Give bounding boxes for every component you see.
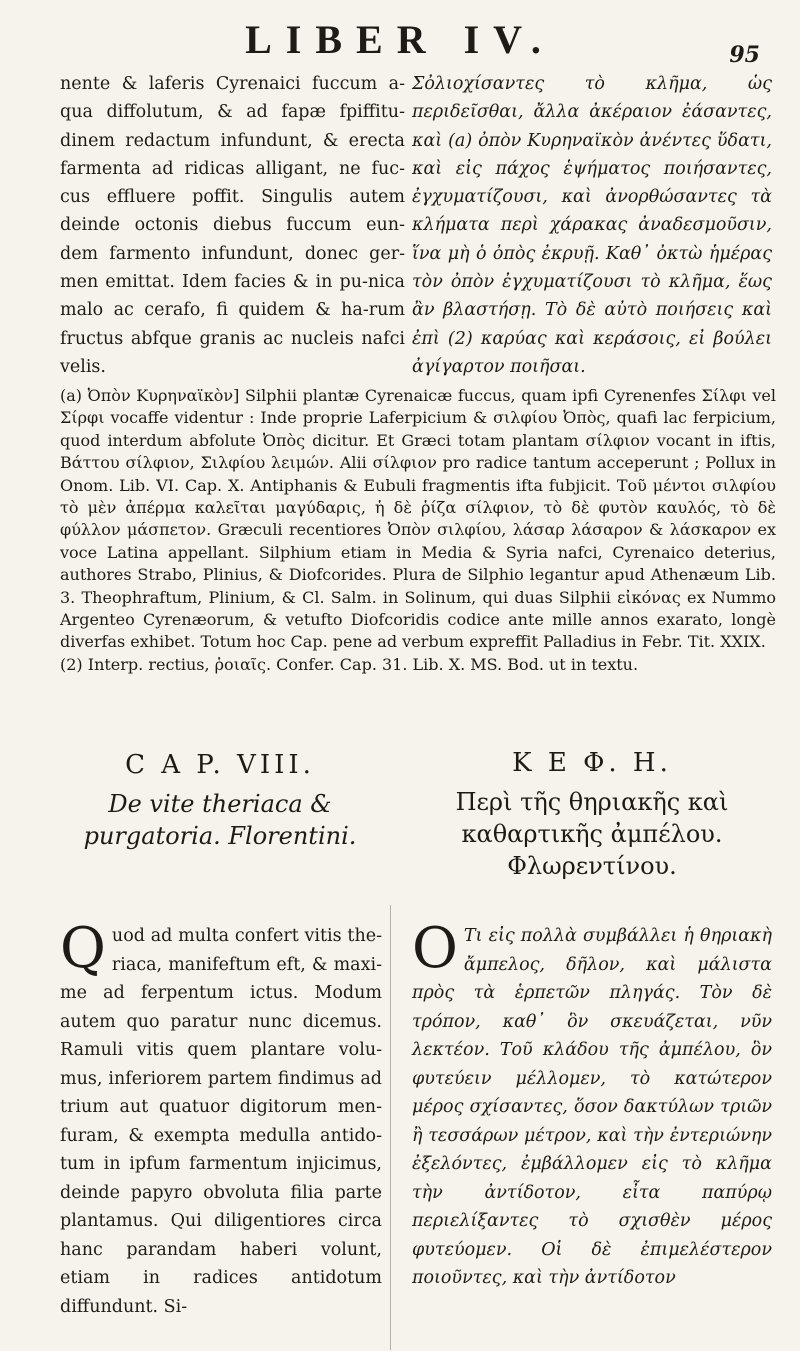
latin-chapter-text (60, 916, 382, 1321)
greek-chapter-title: Περὶ τῆς θηριακῆς καὶ καθαρτικῆς ἀμπέλου. Φλωρεντίνου. (455, 788, 729, 880)
greek-chapter-text (412, 916, 772, 1293)
latin-body-text: uod ad multa confert vitis the-riaca, manifeftum eft, & maxi-me ad ferpentum ictus. Modum autem quo paratur nunc dicemus. Ramuli vitis quem plantare volu-mus, inferiorem partem findimus ad trium aut quatuor digitorum men-furam, & exempta medulla antido-tum in ipfum farmentum injicimus, deinde papyro obvoluta filia parte plantamus. Qui diligentiores circa hanc parandam haberi volunt, etiam in radices antidotum diffundunt. Si- (60, 926, 382, 1317)
page-number: 95 (729, 42, 760, 68)
greek-body-text: Τι εἰς πολλὰ συμβάλλει ἡ θηριακὴ ἄμπελος, δῆλον, καὶ μάλιστα πρὸς τὰ ἑρπετῶν πληγάς. Τὸν δὲ τρόπον, καθ᾽ ὃν σκευάζεται, νῦν λεκτέον. Τοῦ κλάδου τῆς ἀμπέλου, ὃν φυτεύειν μέλλομεν, τὸ κατώτερον μέρος σχίσαντες, ὅσον δακτύλων τριῶν ἢ τεσσάρων μέτρον, καὶ τὴν ἐντεριώνην ἐξελόντες, ἐμβάλλομεν εἰς τὸ κλῆμα τὴν ἀντίδοτον, εἶτα παπύρῳ περιελίξαντες τὸ σχισθὲν μέρος φυτεύομεν. Οἱ δὲ ἐπιμελέστερον ποιοῦντες, καὶ τὴν ἀντίδοτον (412, 926, 772, 1288)
greek-chapter-number: Κ Ε Φ. Η. (512, 748, 672, 778)
greek-paragraph: Σὀλιοχίσαντες τὸ κλῆμα, ὡς περιδεῖσθαι, ἄλλα ἀκέραιον ἐάσαντες, καὶ (a) ὀπὸν Κυρηναϊκὸν ἀνέντες ὕδατι, καὶ εἰς πάχος ἑψήματος ποιήσαντες, ἐγχυματίζουσι, καὶ ἀνορθώσαντες τὰ κλήματα περὶ χάρακας ἀναδεσμοῦσιν, ἵνα μὴ ὁ ὀπὸς ἐκρυῇ. Καθ᾽ ὀκτὼ ἡμέρας τὸν ὀπὸν ἐγχυματίζουσι τὸ κλῆμα, ἕως ἂν βλαστήσῃ. Τὸ δὲ αὐτὸ ποιήσεις καὶ ἐπὶ (2) καρύας καὶ κεράσοις, εἰ βούλει ἀγίγαρτον ποιῆσαι. (412, 74, 772, 377)
footnotes (60, 385, 776, 676)
latin-column-top (60, 70, 405, 381)
footnote-a: (a) Ὀπὸν Κυρηναϊκὸν] Silphii plantæ Cyrenaicæ fuccus, quam ipfi Cyrenenfes Σίλφι vel Σίρφι vocaffe videntur : Inde proprie Laferpicium & σιλφίου Ὀπὸς, quafi lac ferpicium, quod interdum abfolute Ὀπὸς dicitur. Et Græci totam plantam σίλφιον vocant in iftis, Βάττου σίλφιον, Σιλφίου λειμών. Alii σίλφιον pro radice tantum acceperunt ; Pollux in Onom. Lib. VI. Cap. X. Antiphanis & Eubuli fragmentis ifta fubjicit. Τοῦ μέντοι σιλφίου τὸ μὲν ἀπέρμα καλεῖται μαγύδαρις, ἡ δὲ ῥίζα σίλφιον, τὸ δὲ φυτὸν καυλός, τὸ δὲ φύλλον μάσπετον. Græculi recentiores Ὀπὸν σιλφίου, λάσαρ λάσαρον & λάσκαρον ex voce Latina appellant. Silphium etiam in Media & Syria nafci, Cyrenaico deterius, authores Strabo, Plinius, & Diofcorides. Plura de Silphio legantur apud Athenæum Lib. 3. Theophraftum, Plinium, & Cl. Salm. in Solinum, qui duas Silphii εἰκόνας ex Nummo Argenteo Cyrenæorum, & vetufto Diofcoridis codice ante mille annos exarato, longè diverfas exhibet. Totum hoc Cap. pene ad verbum expreffit Palladius in Febr. Tit. XXIX. (60, 386, 776, 652)
greek-dropcap: Ο (412, 916, 458, 981)
latin-chapter-heading (60, 750, 380, 852)
latin-chapter-title: De vite theriaca & purgatoria. Florentini. (83, 790, 357, 850)
running-title: LIBER IV. (245, 17, 555, 62)
column-divider (390, 905, 391, 1350)
greek-chapter-heading (412, 748, 772, 882)
greek-column-top (412, 70, 772, 381)
latin-chapter-number: C A P. VIII. (125, 750, 315, 780)
latin-dropcap: Q (60, 916, 106, 981)
latin-chapter-body (60, 916, 382, 1321)
running-header (0, 8, 800, 68)
greek-chapter-body (412, 916, 772, 1293)
footnote-2: (2) Interp. rectius, ῥοιαῖς. Confer. Cap. 31. Lib. X. MS. Bod. ut in textu. (60, 654, 639, 674)
latin-paragraph: nente & laferis Cyrenaici fuccum a-qua diffolutum, & ad fapæ fpiffitu-dinem redactum infundunt, & erecta farmenta ad ridicas alligant, ne fuc-cus effluere poffit. Singulis autem deinde octonis diebus fuccum eun-dem farmento infundunt, donec ger-men emittat. Idem facies & in pu-nica malo ac cerafo, fi quidem & ha-rum fructus abfque granis ac nucleis nafci velis. (60, 74, 405, 377)
